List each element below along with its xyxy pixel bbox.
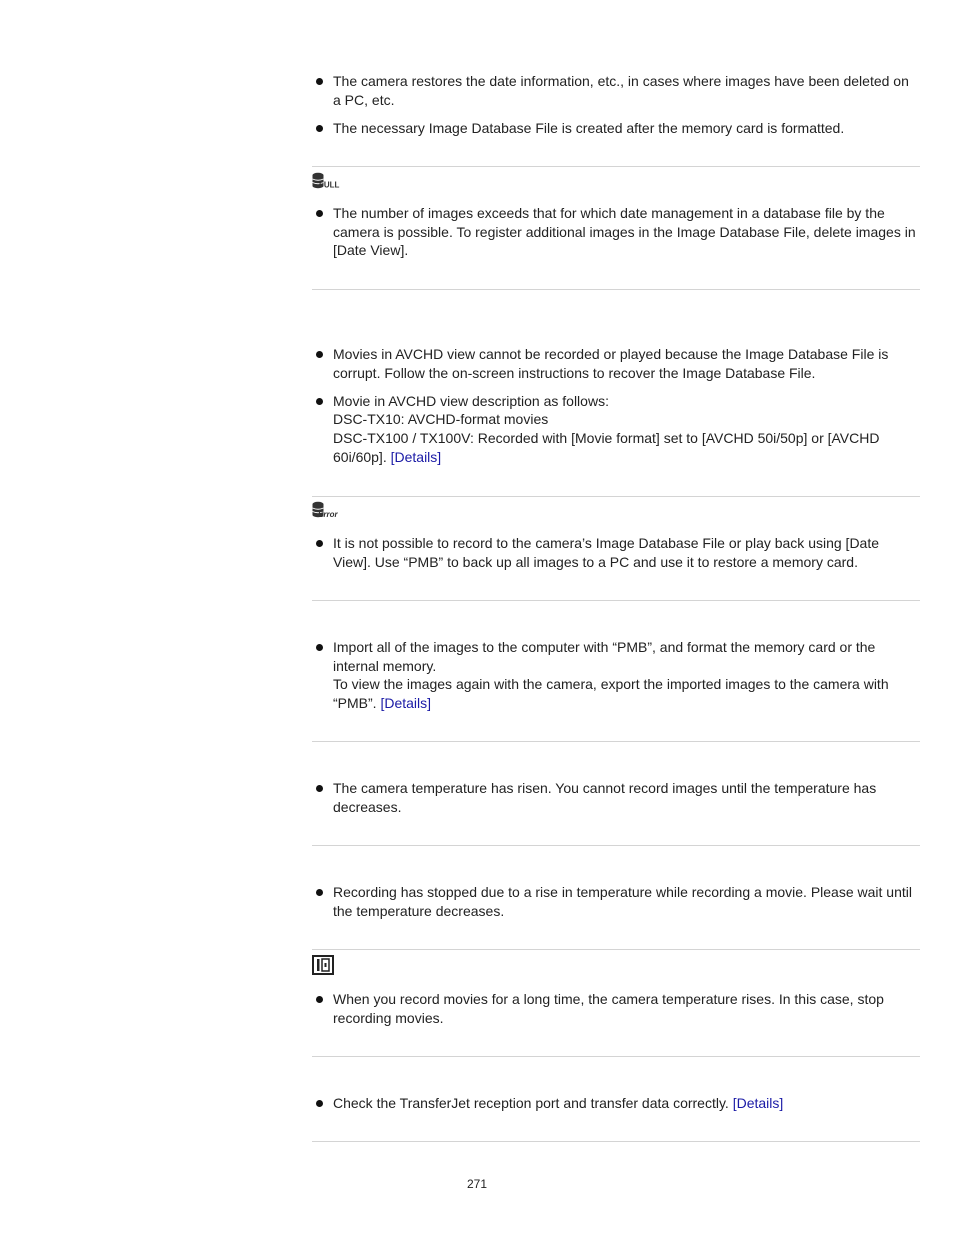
details-link[interactable]: [Details] [732, 1095, 784, 1111]
divider [312, 600, 920, 601]
bullet-list [312, 883, 920, 920]
divider [312, 741, 920, 742]
list-item [312, 392, 920, 467]
bullet-list [312, 779, 920, 816]
list-item: It is not possible to record to the camera’s Image Database File or play back using [Date View]. Use “PMB” to back up all images to a PC and use it to restore a memory card. [312, 534, 920, 571]
svg-text:Error: Error [318, 510, 338, 519]
list-item: The camera temperature has risen. You cannot record images until the temperature has decreases. [312, 779, 920, 816]
temperature-warning-icon [312, 955, 334, 978]
bullet-list [312, 72, 920, 137]
bullet-list [312, 1094, 920, 1113]
section-database-restore [312, 72, 920, 147]
item-text: Check the TransferJet reception port and transfer data correctly. [333, 1095, 729, 1111]
section-database-full [312, 204, 920, 269]
item-line: DSC-TX100 / TX100V: Recorded with [Movie format] set to [AVCHD 50i/50p] or [AVCHD 60i/60p]. [333, 430, 880, 465]
bullet-list [312, 345, 920, 467]
list-item: The camera restores the date information, etc., in cases where images have been deleted on a PC, etc. [312, 72, 920, 109]
details-link[interactable]: [Details] [380, 695, 432, 712]
list-item [312, 1094, 920, 1113]
section-long-recording [312, 990, 920, 1037]
bullet-list [312, 204, 920, 260]
divider [312, 1141, 920, 1142]
list-item: The number of images exceeds that for which date management in a database file by the camera is possible. To register additional images in the Image Database File, delete images in [Date View]. [312, 204, 920, 260]
bullet-list [312, 638, 920, 713]
list-item: Movies in AVCHD view cannot be recorded or played because the Image Database File is corrupt. Follow the on-screen instructions to recover the Image Database File. [312, 345, 920, 382]
list-item: Recording has stopped due to a rise in temperature while recording a movie. Please wait until the temperature decreases. [312, 883, 920, 920]
bullet-list [312, 534, 920, 571]
list-item: When you record movies for a long time, the camera temperature rises. In this case, stop recording movies. [312, 990, 920, 1027]
details-link[interactable]: [Details] [390, 448, 442, 465]
divider [312, 289, 920, 290]
database-full-icon [312, 172, 342, 193]
section-recording-stopped [312, 883, 920, 930]
divider [312, 166, 920, 167]
page-number: 271 [466, 1177, 488, 1191]
item-line: DSC-TX10: AVCHD-format movies [333, 411, 549, 428]
svg-text:FULL: FULL [319, 180, 340, 190]
bullet-list [312, 990, 920, 1027]
list-item: The necessary Image Database File is created after the memory card is formatted. [312, 119, 920, 138]
divider [312, 1056, 920, 1057]
item-line: To view the images again with the camera, export the imported images to the camera with “PMB”. [333, 676, 889, 712]
divider [312, 949, 920, 950]
divider [312, 496, 920, 497]
section-avchd-view [312, 345, 920, 476]
section-database-error [312, 534, 920, 581]
item-line: Movie in AVCHD view description as follows: [333, 392, 609, 409]
section-import-images [312, 638, 920, 722]
section-transferjet [312, 1094, 920, 1122]
list-item [312, 638, 920, 713]
item-line: Import all of the images to the computer with “PMB”, and format the memory card or the internal memory. [333, 639, 876, 674]
divider [312, 845, 920, 846]
section-temperature-risen [312, 779, 920, 826]
database-error-icon [312, 501, 342, 522]
